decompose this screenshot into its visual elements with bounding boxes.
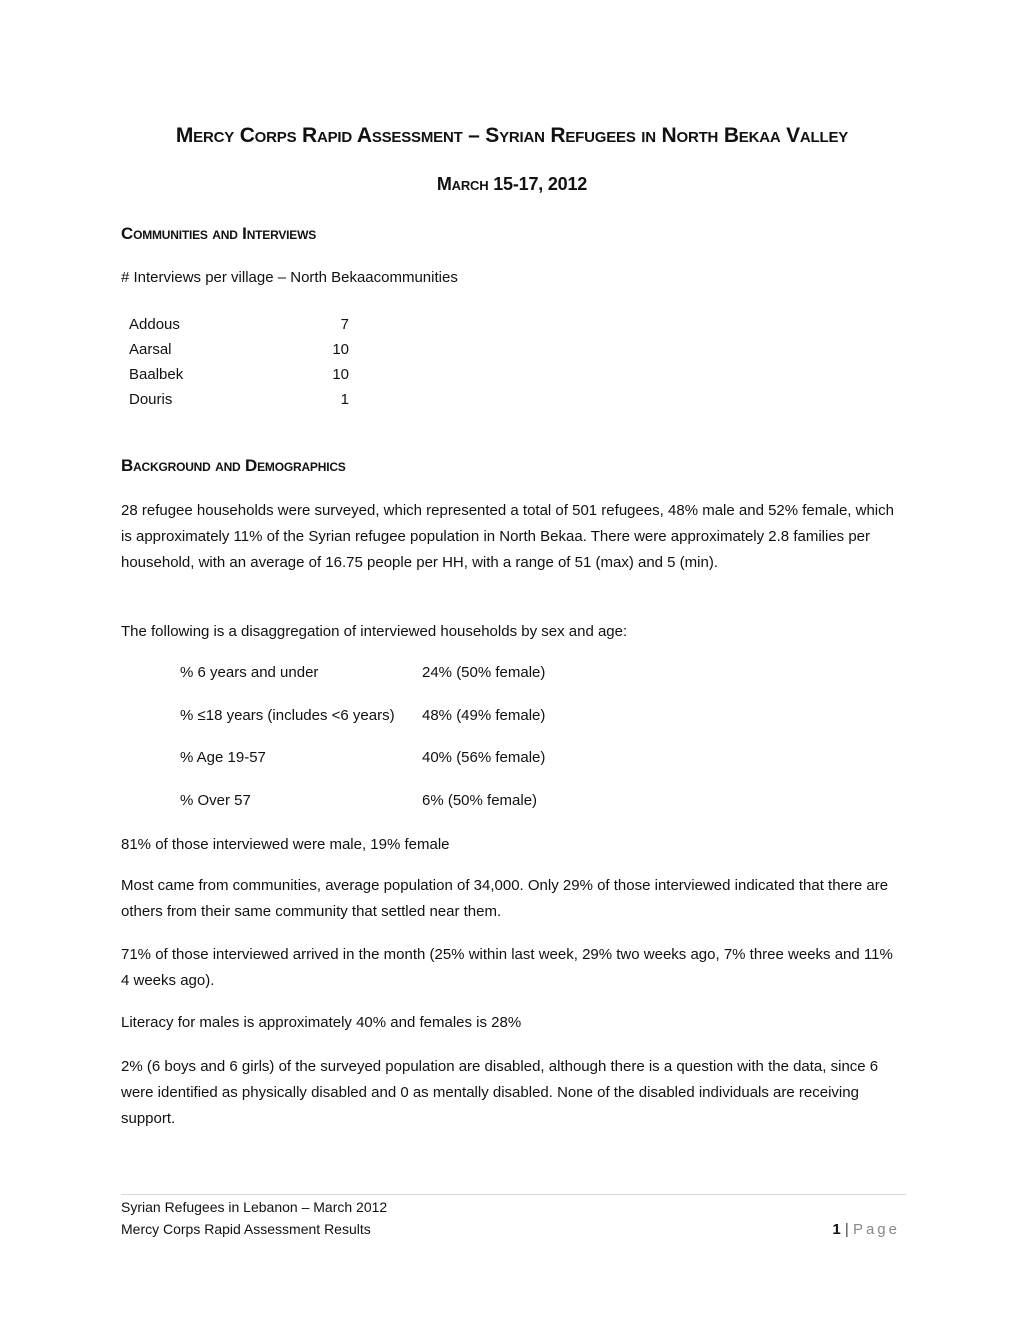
- section-heading-communities: Communities and Interviews: [121, 224, 317, 243]
- table-row: [129, 312, 349, 337]
- literacy-paragraph: Literacy for males is approximately 40% and females is 28%: [121, 1014, 522, 1031]
- village-name: Douris: [129, 391, 173, 408]
- document-date: March 15-17, 2012: [436, 174, 588, 194]
- village-name: Baalbek: [129, 366, 184, 383]
- village-name: Addous: [129, 316, 180, 333]
- table-row: [129, 362, 349, 387]
- footer-line-1: Syrian Refugees in Lebanon – March 2012: [121, 1199, 388, 1215]
- demographic-label: % Over 57: [180, 792, 251, 809]
- demographic-row: [180, 749, 545, 766]
- demographic-label: % Age 19-57: [180, 749, 266, 766]
- demographic-value: 24% (50% female): [422, 664, 546, 681]
- demographic-row: [180, 707, 545, 724]
- arrival-paragraph: 71% of those interviewed arrived in the month (25% within last week, 29% two weeks ago, 7% three weeks and 11% 4 weeks ago).: [121, 946, 893, 989]
- page-number: [832, 1221, 900, 1238]
- demographic-value: 48% (49% female): [422, 707, 546, 724]
- interviews-intro: # Interviews per village – North Bekaacommunities: [121, 269, 458, 286]
- demographic-label: % 6 years and under: [180, 664, 319, 681]
- demographic-value: 6% (50% female): [422, 792, 538, 809]
- demographic-label: % ≤18 years (includes <6 years): [180, 707, 395, 724]
- demographic-row: [180, 792, 537, 809]
- village-count: 10: [332, 366, 349, 383]
- origin-paragraph: Most came from communities, average population of 34,000. Only 29% of those interviewed indicated that there are others from their same community that settled near them.: [121, 877, 889, 920]
- section-heading-background: Background and Demographics: [121, 456, 346, 475]
- footer-line-2: Mercy Corps Rapid Assessment Results: [121, 1221, 371, 1237]
- disability-paragraph: 2% (6 boys and 6 girls) of the surveyed population are disabled, although there is a question with the data, since 6 were identified as physically disabled and 0 as mentally disabled. None of the disabled individuals are receiving support.: [121, 1058, 879, 1127]
- page-number-value: 1: [832, 1221, 841, 1238]
- footer-divider: [121, 1194, 906, 1195]
- document-title: Mercy Corps Rapid Assessment – Syrian Refugees in North Bekaa Valley: [175, 124, 849, 147]
- village-count: 10: [332, 341, 349, 358]
- village-name: Aarsal: [129, 341, 172, 358]
- demographic-row: [180, 664, 545, 681]
- demographic-value: 40% (56% female): [422, 749, 546, 766]
- page-word: Page: [852, 1221, 900, 1238]
- table-row: [129, 387, 349, 412]
- background-paragraph: 28 refugee households were surveyed, which represented a total of 501 refugees, 48% male and 52% female, which is approximately 11% of the Syrian refugee population in North Bekaa. There were approximately 2.8 families per household, with an average of 16.75 people per HH, with a range of 51 (max) and 5 (min).: [121, 502, 894, 571]
- page-separator: |: [844, 1221, 849, 1238]
- village-count: 7: [340, 316, 349, 333]
- disaggregation-intro: The following is a disaggregation of interviewed households by sex and age:: [121, 623, 628, 640]
- sex-ratio-paragraph: 81% of those interviewed were male, 19% female: [121, 836, 450, 853]
- village-interviews-table: [129, 312, 349, 412]
- table-row: [129, 337, 349, 362]
- village-count: 1: [340, 391, 349, 408]
